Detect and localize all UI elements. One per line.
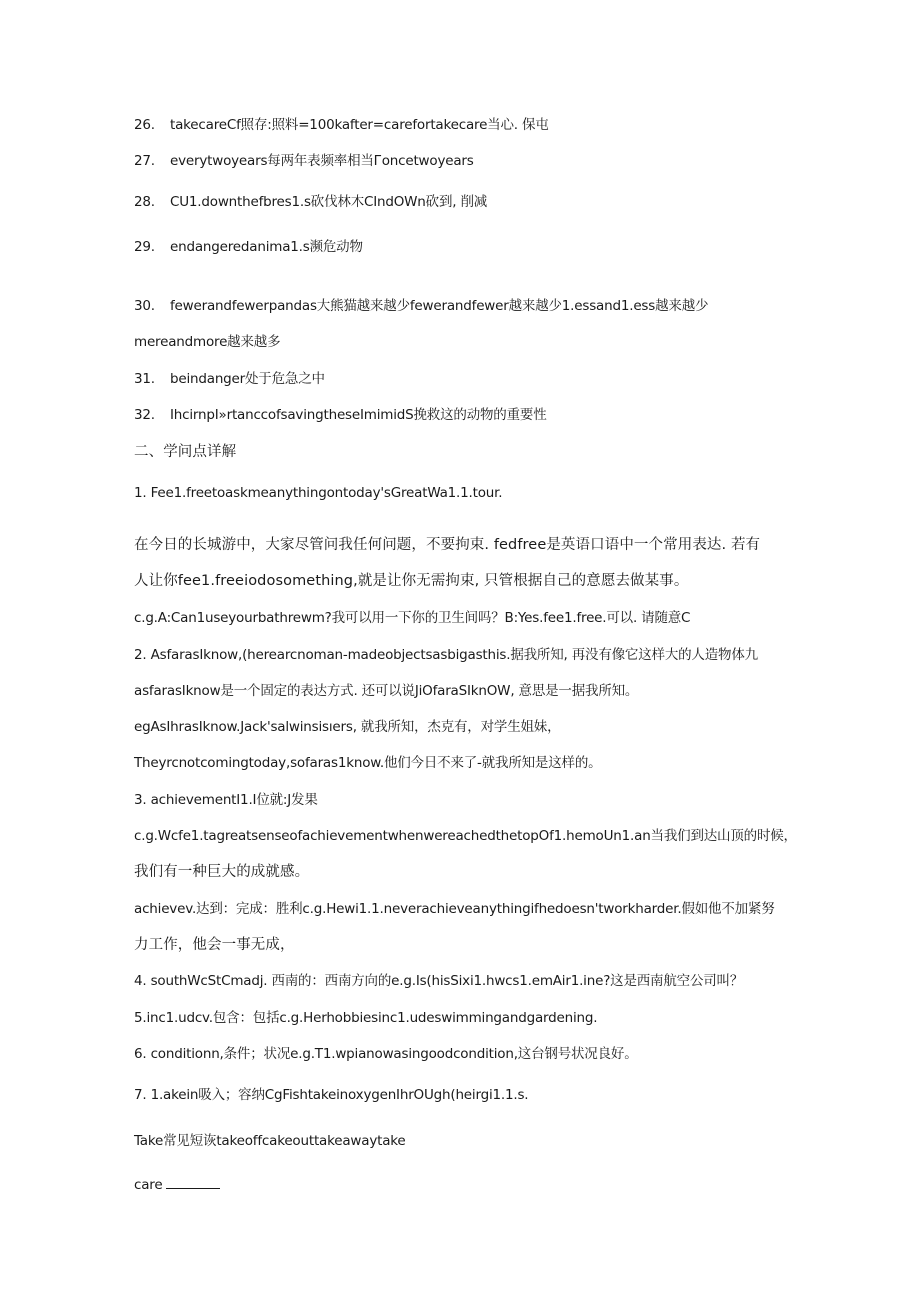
list-item: 27. everytwoyears每两年表频率相当Гoncetwoyears <box>134 153 474 169</box>
point-line: Theyrcnotcomingtoday,sofaras1know.他们今日不来了-就我所知是这样的。 <box>134 755 602 771</box>
point-line: 我们有一种巨大的成就感。 <box>134 864 310 880</box>
point-line: c.g.Wcfe1.tagreatsenseofachievementwhenwereachedthetopOf1.hemoUn1.an当我们到达山顶的时候， <box>134 828 797 844</box>
section-title: 二、学问点详解 <box>134 444 237 460</box>
list-item: 32. IhcirnpI»rtanccofsavingtheseImimidS挽救这的动物的重要性 <box>134 407 547 423</box>
point-line: 2. AsfarasIknow,(herearcnoman-madeobjectsasbigasthis.据我所知, 再没有像它这样大的人造物体九 <box>134 647 758 663</box>
fill-in-blank-line: care <box>134 1174 220 1195</box>
list-item: 26. takecareCf照存:照料=100kafter=carefortakecare当心. 保屯 <box>134 117 549 133</box>
answer-blank[interactable] <box>166 1174 220 1189</box>
point-line: 3. achievementI1.I位就:J发果 <box>134 792 318 808</box>
point-line: 7. 1.akein吸入；容纳CgFishtakeinoxygenIhrOUgh(heirgi1.1.s. <box>134 1087 529 1103</box>
list-item: 29. endangeredanima1.s濒危动物 <box>134 239 363 255</box>
point-line: 5.inc1.udcv.包含：包括c.g.Herhobbiesinc1.udeswimmingandgardening. <box>134 1010 598 1026</box>
list-item-continuation: mereandmore越来越多 <box>134 334 281 350</box>
point-line: 力工作，他会一事无成， <box>134 937 295 953</box>
point-line: c.g.A:Can1useyourbathrewm?我可以用一下你的卫生间吗？B:Yes.fee1.free.可以. 请随意C <box>134 610 691 626</box>
point-line: egAsIhrasIknow.Jack'salwinsisıers, 就我所知，杰克有，对学生姐妹， <box>134 719 561 735</box>
point-line: asfarasIknow是一个固定的表达方式. 还可以说JiOfaraSIknOW, 意思是一据我所知。 <box>134 683 639 699</box>
list-item: 28. CU1.downthefbres1.s砍伐林木CIndOWn砍到, 削减 <box>134 194 488 210</box>
point-line: 在今日的长城游中，大家尽管问我任何问题，不要拘束. fedfree是英语口语中一个常用表达. 若有 <box>134 537 761 553</box>
list-item: 30. fewerandfewerpandas大熊猫越来越少fewerandfewer越来越少1.essand1.ess越来越少 <box>134 298 709 314</box>
list-item: 31. beindanger处于危急之中 <box>134 371 325 387</box>
point-line: 6. conditionn,条件；状况e.g.T1.wpianowasingoodcondition,这台钢号状况良好。 <box>134 1046 638 1062</box>
point-line: achievev.达到：完成：胜利c.g.Hewi1.1.neverachieveanythingifhedoesn'tworkharder.假如他不加紧努 <box>134 901 775 917</box>
point-line: 人让你fee1.freeiodosomething,就是让你无需拘束, 只管根据自己的意愿去做某事。 <box>134 573 689 589</box>
point-line: 1. Fee1.freetoaskmeanythingontoday'sGreatWa1.1.tour. <box>134 485 503 501</box>
point-line: Take常见短诙takeoffcakeouttakeawaytake <box>134 1133 406 1149</box>
point-line: 4. southWcStCmadj. 西南的：西南方向的e.g.Is(hisSixi1.hwcs1.emAir1.ine?这是西南航空公司叫？ <box>134 973 744 989</box>
